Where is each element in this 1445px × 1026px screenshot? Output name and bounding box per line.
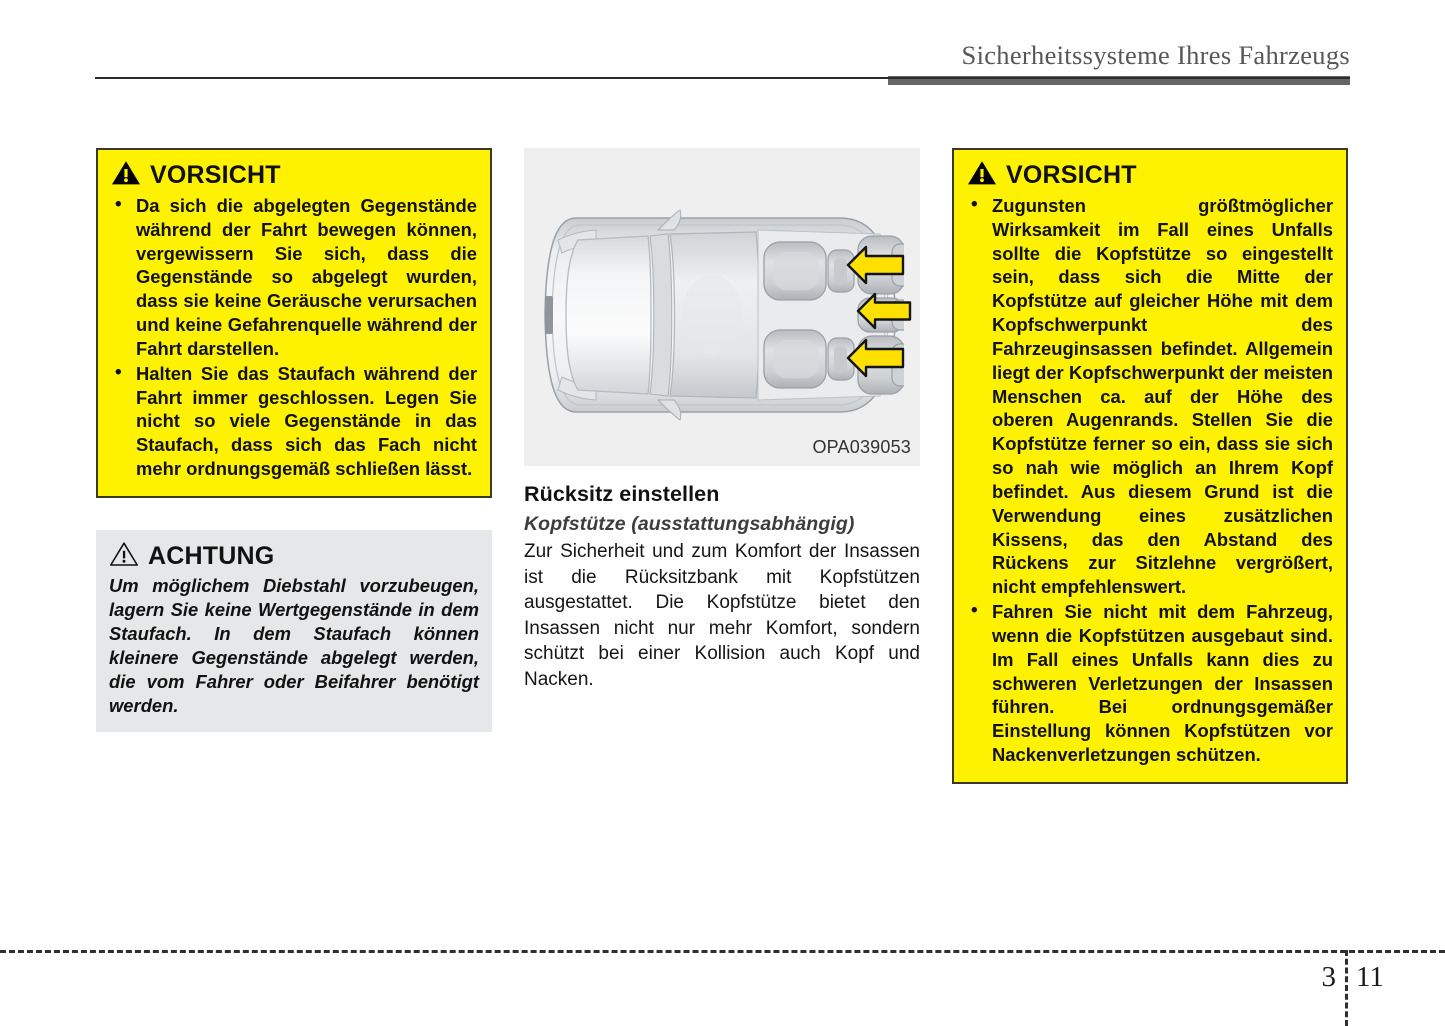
warning-box-header: [967, 160, 1333, 191]
warning-box-headrest: [952, 148, 1348, 784]
caution-box-body: Um möglichem Diebstahl vorzubeugen, lagern Sie keine Wertgegenstände in dem Staufach. In dem Staufach können kleinere Gegenstände abgelegt werden, die vom Fahrer oder Beifahrer benötigt werden.: [109, 574, 479, 716]
warning-list: [111, 194, 477, 481]
warning-triangle-filled-icon: [111, 160, 141, 191]
figure-caption: OPA039053: [812, 437, 911, 457]
arrow-left-headrest-middle-icon: [856, 290, 912, 332]
warning-list-item: • Zugunsten größtmöglicher Wirksamkeit im Fall eines Unfalls sollte die Kopfstütze so eingestellt sein, dass sich die Mitte der Kopfstütze auf gleicher Höhe mit dem Kopfschwerpunkt des Fahrzeuginsassen befindet. Allgemein liegt der Kopfschwerpunkt der meisten Menschen ca. auf der Höhe des oberen Augenrands. Stellen Sie die Kopfstütze ferner so ein, dass sie sich so nah wie möglich an Ihrem Kopf befindet. Aus diesem Grund ist die Verwendung eines zusätzlichen Kissens, das den Abstand des Rückens zur Sitzlehne vergrößert, nicht empfehlenswert.: [967, 194, 1333, 599]
warning-triangle-outline-icon: [109, 541, 139, 572]
warning-list-item: • Da sich die abgelegten Gegenstände während der Fahrt bewegen können, vergewissern Sie sich, dass die Gegenstände so abgelegt wurden, dass sie keine Geräusche verursachen und keine Gefahrenquelle während der Fahrt darstellen.: [111, 194, 477, 361]
figure-panel-rear-headrests: [524, 148, 920, 466]
footer-divider-horizontal: [0, 950, 1445, 953]
section-subheading: Kopfstütze (ausstattungsabhängig): [524, 513, 855, 535]
warning-list-item: • Halten Sie das Staufach während der Fahrt immer geschlossen. Legen Sie nicht so viele Gegenstände in das Staufach, dass sich das Fach nicht mehr ordnungsgemäß schließen lässt.: [111, 362, 477, 481]
warning-box-storage: [96, 148, 492, 498]
warning-box-label: VORSICHT: [150, 161, 281, 189]
warning-list: [967, 194, 1333, 767]
caution-box-label: ACHTUNG: [148, 541, 275, 570]
footer-chapter-number: 3: [1321, 961, 1336, 993]
section-heading: Rücksitz einstellen: [524, 482, 720, 506]
warning-box-label: VORSICHT: [1006, 161, 1137, 189]
middle-column: [524, 148, 920, 692]
warning-list-item: • Fahren Sie nicht mit dem Fahrzeug, wenn die Kopfstützen ausgebaut sind. Im Fall eines Unfalls kann dies zu schweren Verletzungen der Insassen führen. Bei ordnungsgemäßer Einstellung können Kopfstützen vor Nackenverletzungen schützen.: [967, 600, 1333, 767]
footer-divider-vertical: [1345, 950, 1348, 1026]
page-title: Sicherheitssysteme Ihres Fahrzeugs: [961, 40, 1350, 70]
caution-box-header: [109, 541, 479, 572]
footer-page-number: 11: [1356, 961, 1384, 993]
arrow-left-headrest-bottom-icon: [846, 336, 906, 380]
warning-triangle-filled-icon: [967, 160, 997, 191]
car-top-view-illustration: [540, 200, 904, 430]
header-rule-thin: [95, 77, 1350, 79]
section-body-text: Zur Sicherheit und zum Komfort der Insassen ist die Rücksitzbank mit Kopfstützen ausgestattet. Die Kopfstütze bietet den Insassen nicht nur mehr Komfort, sondern schützt bei einer Kollision auch Kopf und Nacken.: [524, 541, 920, 690]
arrow-left-headrest-top-icon: [846, 243, 906, 287]
right-column: [952, 148, 1348, 784]
page-header: [0, 0, 1445, 100]
left-column: [96, 148, 492, 732]
caution-box-theft: [96, 530, 492, 733]
warning-box-header: [111, 160, 477, 191]
